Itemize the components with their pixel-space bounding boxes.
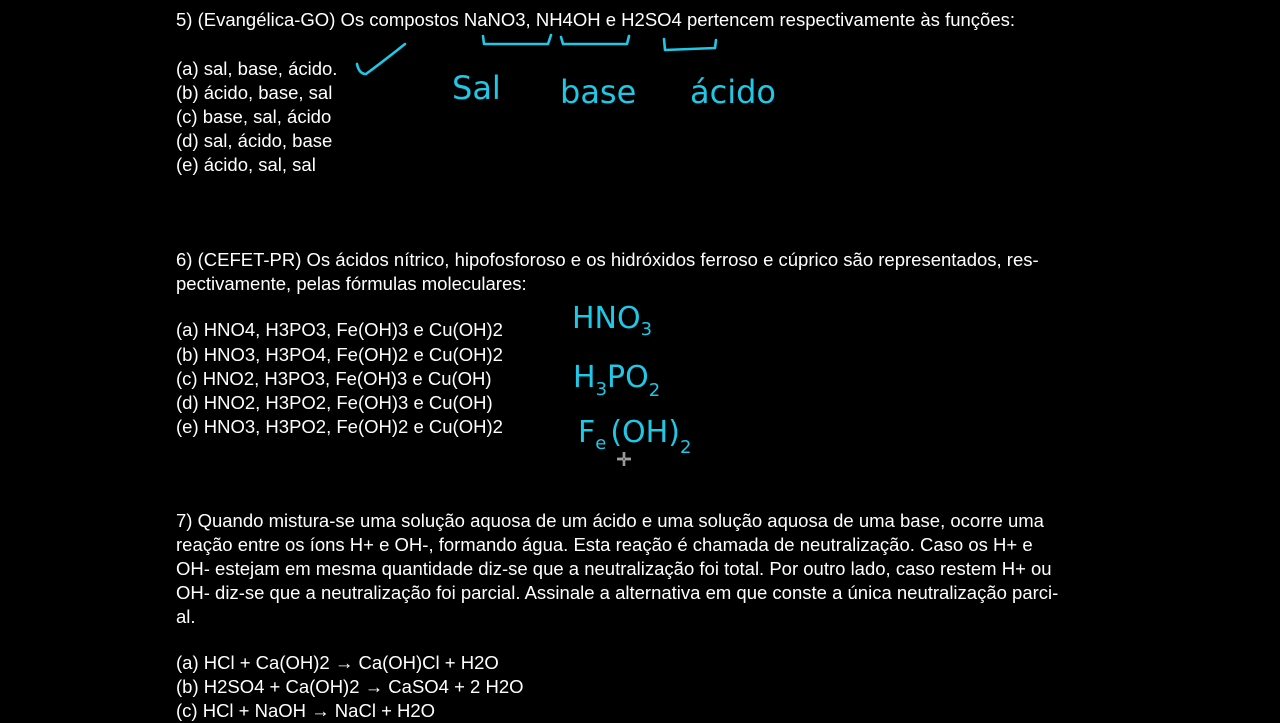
- q7-option-b: (b) H2SO4 + Ca(OH)2 → CaSO4 + 2 H2O: [176, 676, 524, 697]
- q6-statement-line-1: 6) (CEFET-PR) Os ácidos nítrico, hipofosforoso e os hidróxidos ferroso e cúprico são representados, res-: [176, 249, 1039, 270]
- handwritten-hno3: $HNO_3$: [572, 301, 653, 340]
- q5-option-c: (c) base, sal, ácido: [176, 106, 332, 127]
- underline-bracket-nh4oh: [561, 36, 629, 44]
- q7-statement-line-3: OH- estejam em mesma quantidade diz-se que a neutralização foi total. Por outro lado, caso restem H+ ou: [176, 558, 1052, 579]
- q7-statement-line-5: al.: [176, 606, 196, 627]
- underline-bracket-h2so4: [664, 39, 716, 50]
- q6-option-a: (a) HNO4, H3PO3, Fe(OH)3 e Cu(OH)2: [176, 319, 503, 340]
- handwritten-h3po2: $H_3PO_2$: [573, 360, 661, 401]
- handwritten-base: base: [560, 73, 637, 111]
- q6-option-b: (b) HNO3, H3PO4, Fe(OH)2 e Cu(OH)2: [176, 344, 503, 365]
- underline-bracket-nano3: [483, 35, 551, 44]
- q5-option-e: (e) ácido, sal, sal: [176, 154, 316, 175]
- q6-option-d: (d) HNO2, H3PO2, Fe(OH)3 e Cu(OH): [176, 392, 493, 413]
- q7-statement-line-2: reação entre os íons H+ e OH-, formando água. Esta reação é chamada de neutralização. Caso os H+ e: [176, 534, 1033, 555]
- q7-option-c: (c) HCl + NaOH → NaCl + H2O: [176, 700, 436, 721]
- q7-statement-line-1: 7) Quando mistura-se uma solução aquosa de um ácido e uma solução aquosa de uma base, ocorre uma: [176, 510, 1044, 531]
- q6-option-c: (c) HNO2, H3PO3, Fe(OH)3 e Cu(OH): [176, 368, 492, 389]
- q5-option-d: (d) sal, ácido, base: [176, 130, 333, 151]
- q5-option-a: (a) sal, base, ácido.: [176, 58, 338, 79]
- q7-option-a: (a) HCl + Ca(OH)2 → Ca(OH)Cl + H2O: [176, 652, 499, 673]
- check-mark: [357, 44, 405, 74]
- q5-statement: 5) (Evangélica-GO) Os compostos NaNO3, NH4OH e H2SO4 pertencem respectivamente às funções:: [176, 9, 1016, 30]
- crosshair-cursor-icon: [617, 452, 631, 466]
- handwritten-sal: Sal: [452, 69, 501, 107]
- q7-statement-line-4: OH- diz-se que a neutralização foi parcial. Assinale a alternativa em que conste a única neutralização parci-: [176, 582, 1059, 603]
- q6-option-e: (e) HNO3, H3PO2, Fe(OH)2 e Cu(OH)2: [176, 416, 503, 437]
- q5-option-b: (b) ácido, base, sal: [176, 82, 333, 103]
- q6-statement-line-2: pectivamente, pelas fórmulas moleculares:: [176, 273, 527, 294]
- handwritten-feoh2: $F_e$ $(OH)_2$: [578, 415, 692, 458]
- handwritten-acido: ácido: [690, 73, 776, 111]
